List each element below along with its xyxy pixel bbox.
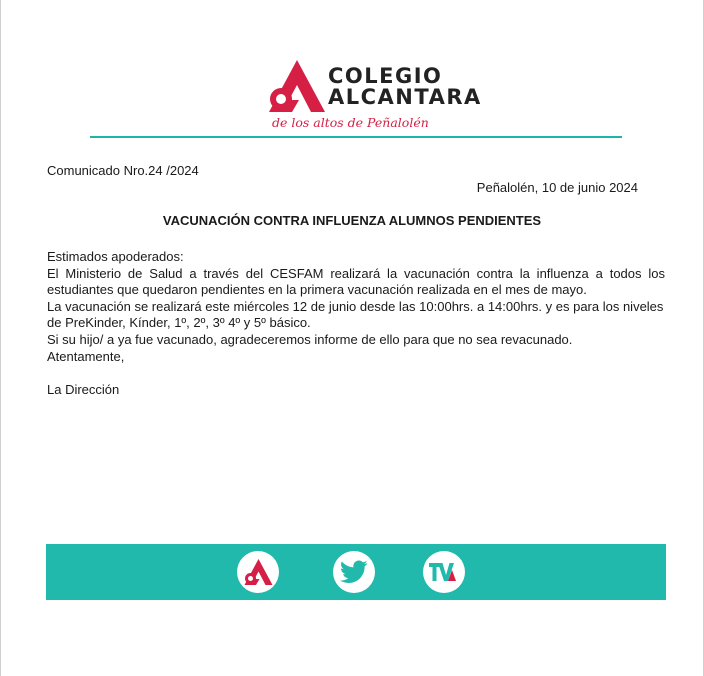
header-divider — [90, 136, 622, 138]
page-left-edge — [0, 0, 1, 676]
school-logo-mark-icon — [266, 58, 326, 114]
communique-number: Comunicado Nro.24 /2024 — [47, 163, 199, 178]
tv-channel-link[interactable] — [423, 551, 465, 593]
logo-school-word: COLEGIO — [328, 64, 443, 88]
letter-paragraph-ministry: El Ministerio de Salud a través del CESFAM realizará la vacunación contra la influenza a todos los estudiantes que quedaron pendientes en la primera vacunación realizada en el mes de mayo. — [47, 265, 665, 298]
twitter-icon — [340, 560, 368, 584]
twitter-link[interactable] — [333, 551, 375, 593]
letter-greeting: Estimados apoderados: — [47, 249, 184, 264]
letter-date: Peñalolén, 10 de junio 2024 — [476, 180, 638, 195]
letter-paragraph-schedule: La vacunación se realizará este miércoles 12 de junio desde las 10:00hrs. a 14:00hrs. y es para los niveles de PreKinder, Kínder, 1º, 2º, 3º 4º y 5º básico. — [47, 298, 664, 331]
letter-signature: La Dirección — [47, 382, 120, 397]
letter-title: VACUNACIÓN CONTRA INFLUENZA ALUMNOS PENDIENTES — [162, 213, 542, 228]
footer-bar — [46, 544, 666, 600]
letter-paragraph-already-vaccinated: Si su hijo/ a ya fue vacunado, agradeceremos informe de ello para que no sea revacunado. — [47, 331, 573, 347]
logo-tagline: de los altos de Peñalolén — [272, 115, 429, 130]
school-logo — [266, 58, 482, 134]
colegio-logo-link[interactable] — [237, 551, 279, 593]
letter-body — [47, 249, 665, 365]
tv-logo-icon — [428, 561, 460, 583]
letter-closing: Atentamente, — [47, 348, 125, 364]
logo-school-name: ALCANTARA — [328, 85, 482, 109]
colegio-logo-icon — [243, 558, 273, 586]
